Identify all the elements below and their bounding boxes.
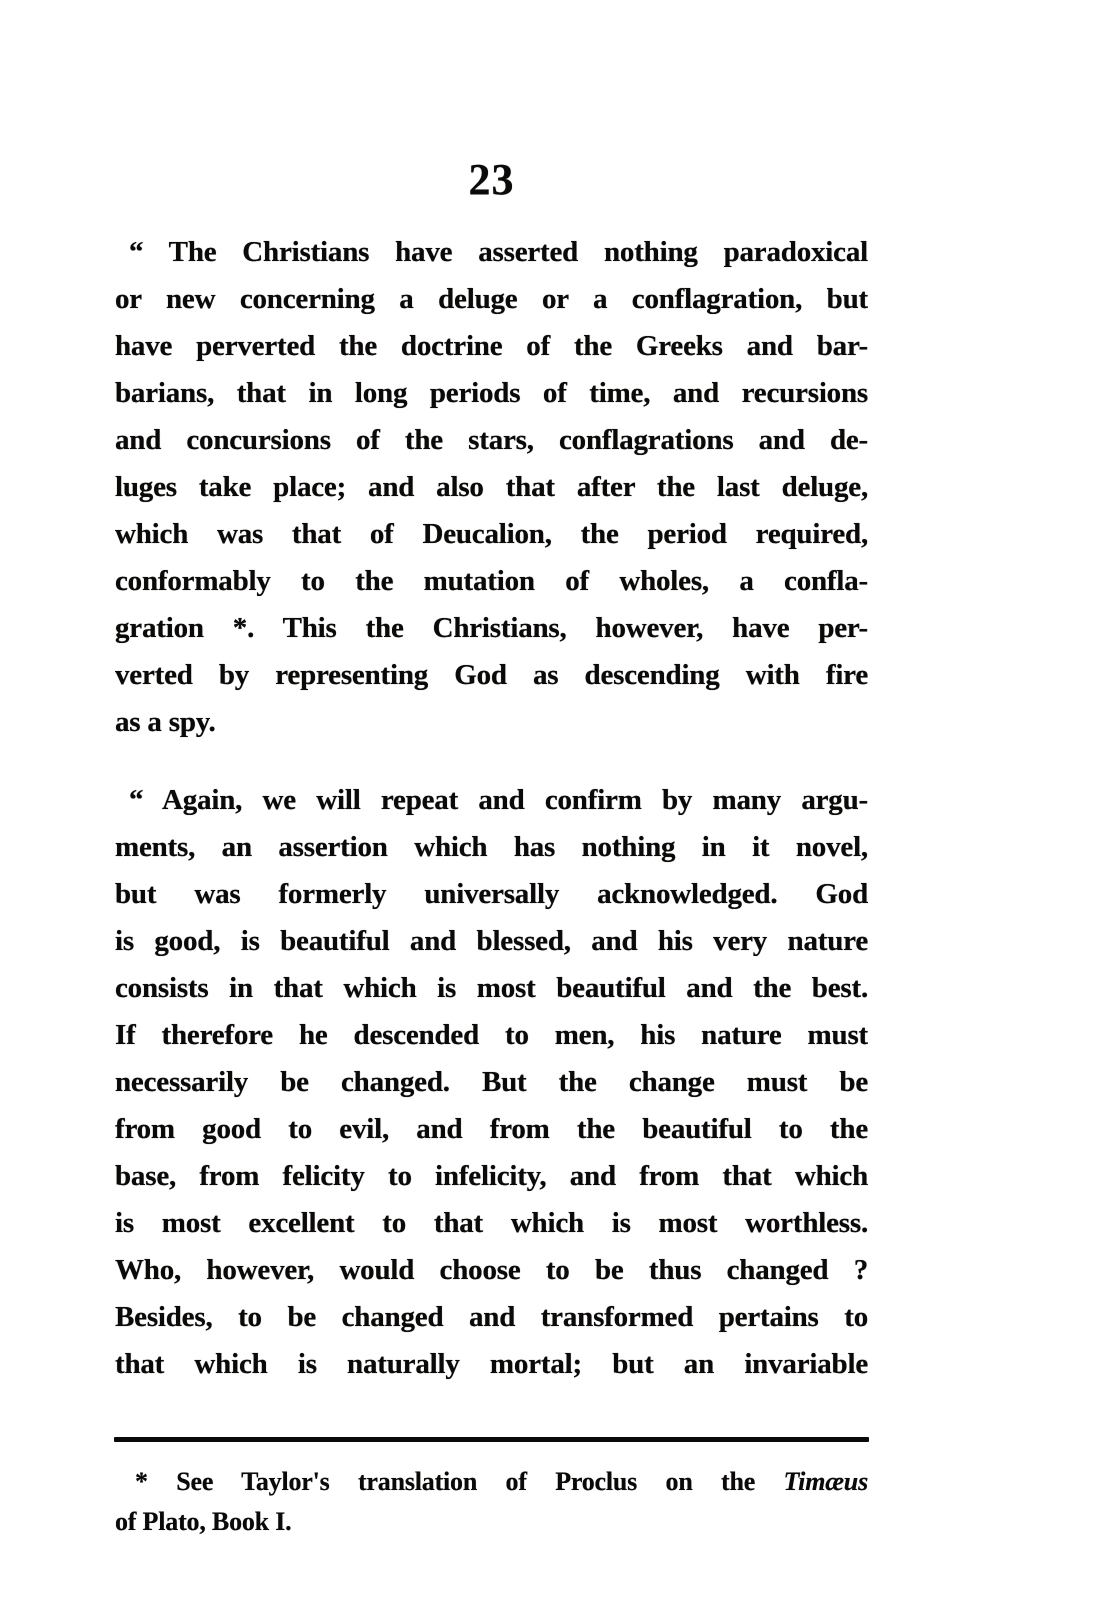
text-line: but was formerly universally acknowledged. God: [115, 878, 868, 910]
text-line: is good, is beautiful and blessed, and his very nature: [115, 925, 868, 957]
footnote-line: [115, 1462, 868, 1502]
footnote: [115, 1462, 868, 1542]
text-line: barians, that in long periods of time, and recursions: [115, 377, 868, 409]
text-line: have perverted the doctrine of the Greeks and bar-: [115, 330, 868, 362]
text-line: verted by representing God as descending with fire: [115, 659, 868, 691]
text-line: Who, however, would choose to be thus changed ?: [115, 1254, 868, 1286]
text-line: and concursions of the stars, conflagrations and de-: [115, 424, 868, 456]
text-line: that which is naturally mortal; but an invariable: [115, 1348, 868, 1380]
footnote-work-title: Timæus: [783, 1467, 868, 1496]
text-line: which was that of Deucalion, the period required,: [115, 518, 868, 550]
text-line: luges take place; and also that after the last deluge,: [115, 471, 868, 503]
text-line: consists in that which is most beautiful and the best.: [115, 972, 868, 1004]
text-line: from good to evil, and from the beautiful to the: [115, 1113, 868, 1145]
text-line: as a spy.: [115, 706, 216, 738]
text-line: “ Again, we will repeat and confirm by many argu-: [129, 784, 868, 816]
paragraph-2: [115, 777, 868, 1388]
text-line: “ The Christians have asserted nothing paradoxical: [129, 236, 868, 268]
text-line: necessarily be changed. But the change must be: [115, 1066, 868, 1098]
paragraph-1: [115, 229, 868, 746]
footnote-separator-rule: [114, 1437, 869, 1442]
text-line: ments, an assertion which has nothing in it novel,: [115, 831, 868, 863]
footnote-text: * See Taylor's translation of Proclus on the: [135, 1467, 784, 1496]
text-line: gration *. This the Christians, however, have per-: [115, 612, 868, 644]
page-number: 23: [468, 155, 515, 204]
text-line: is most excellent to that which is most worthless.: [115, 1207, 868, 1239]
text-line: If therefore he descended to men, his nature must: [115, 1019, 868, 1051]
text-line: base, from felicity to infelicity, and from that which: [115, 1160, 868, 1192]
footnote-line: of Plato, Book I.: [115, 1507, 292, 1536]
text-line: or new concerning a deluge or a conflagration, but: [115, 283, 868, 315]
text-line: conformably to the mutation of wholes, a confla-: [115, 565, 868, 597]
text-block: [115, 229, 868, 1388]
text-line: Besides, to be changed and transformed pertains to: [115, 1301, 868, 1333]
